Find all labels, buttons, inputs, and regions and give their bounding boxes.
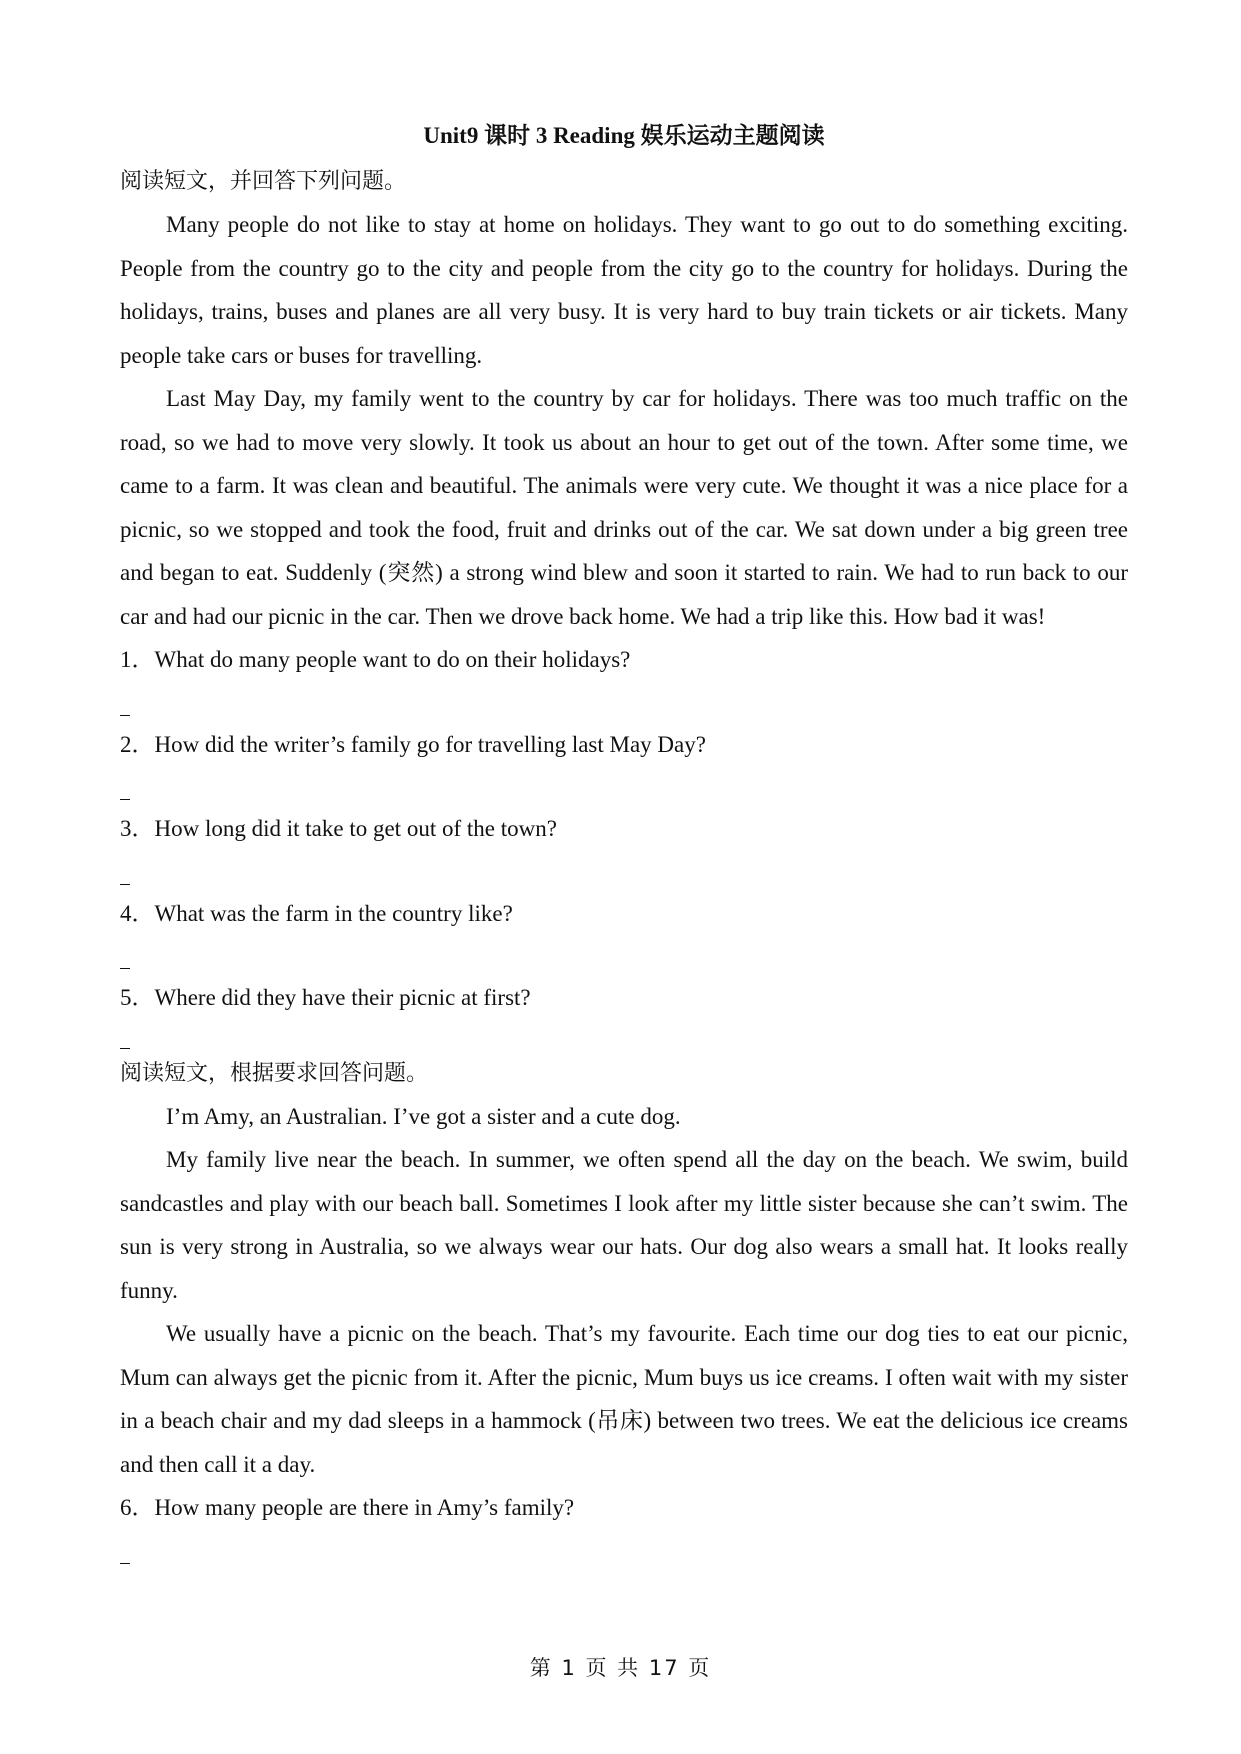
question-6: 6．How many people are there in Amy’s family? — [120, 1495, 575, 1520]
section1-instruction: 阅读短文，并回答下列问题。 — [120, 169, 407, 194]
section2-paragraph-1: I’m Amy, an Australian. I’ve got a sister and a cute dog. — [166, 1103, 681, 1129]
question-5: 5．Where did they have their picnic at first? — [120, 985, 531, 1010]
section2-paragraph-2: My family live near the beach. In summer, we often spend all the day on the beach. We swim, build sandcastles and play with our beach ball. Sometimes I look after my little sister because she can’t swim. The sun is very strong in Australia, so we always wear our hats. Our dog also wears a small hat. It looks really funny. — [120, 1147, 1128, 1303]
answer-blank-2[interactable] — [120, 766, 1128, 807]
document-title: Unit9 课时 3 Reading 娱乐运动主题阅读 — [423, 123, 825, 148]
answer-line — [120, 1026, 130, 1049]
question-1: 1．What do many people want to do on their holidays? — [120, 647, 631, 672]
answer-line — [120, 1541, 130, 1564]
section2-instruction: 阅读短文，根据要求回答问题。 — [120, 1060, 429, 1086]
answer-blank-3[interactable] — [120, 851, 1128, 892]
answer-blank-1[interactable] — [120, 682, 1128, 723]
section2-paragraph-3: We usually have a picnic on the beach. That’s my favourite. Each time our dog ties to eat our picnic, Mum can always get the picnic from it. After the picnic, Mum buys us ice creams. I often wait with my sister in a beach chair and my dad sleeps in a hammock (吊床) between two trees. We eat the delicious ice creams and then call it a day. — [120, 1321, 1128, 1477]
section1-paragraph-2: Last May Day, my family went to the country by car for holidays. There was too much traffic on the road, so we had to move very slowly. It took us about an hour to get out of the town. After some time, we came to a farm. It was clean and beautiful. The animals were very cute. We thought it was a nice place for a picnic, so we stopped and took the food, fruit and drinks out of the car. We sat down under a big green tree and began to eat. Suddenly (突然) a strong wind blew and soon it started to rain. We had to run back to our car and had our picnic in the car. Then we drove back home. We had a trip like this. How bad it was! — [120, 386, 1128, 629]
question-3: 3．How long did it take to get out of the town? — [120, 816, 557, 841]
question-2: 2．How did the writer’s family go for travelling last May Day? — [120, 731, 706, 757]
question-4: 4．What was the farm in the country like? — [120, 900, 513, 926]
answer-blank-5[interactable] — [120, 1020, 1128, 1052]
page-footer: 第 1 页 共 17 页 — [529, 1656, 712, 1680]
answer-line — [120, 777, 130, 800]
answer-blank-4[interactable] — [120, 935, 1128, 976]
page-content — [120, 118, 1128, 1571]
answer-line — [120, 946, 130, 969]
answer-line — [120, 862, 130, 885]
section1-paragraph-1: Many people do not like to stay at home on holidays. They want to go out to do something exciting. People from the country go to the city and people from the city go to the country for holidays. During the holidays, trains, buses and planes are all very busy. It is very hard to buy train tickets or air tickets. Many people take cars or buses for travelling. — [120, 212, 1128, 368]
answer-line — [120, 693, 130, 716]
answer-blank-6[interactable] — [120, 1530, 1128, 1571]
